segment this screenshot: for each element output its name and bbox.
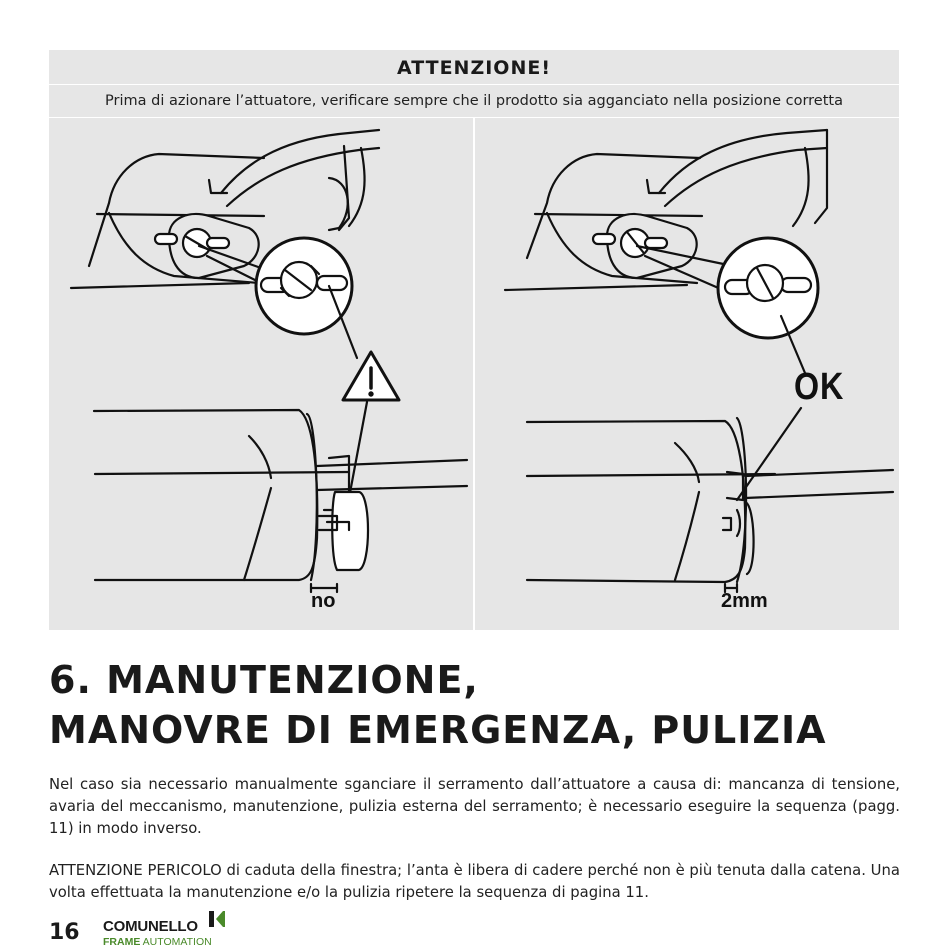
figure-incorrect (49, 118, 473, 630)
page-number: 16 (49, 920, 80, 945)
figure-correct (475, 118, 899, 630)
warning-subtitle: Prima di azionare l’attuatore, verificare sempre che il prodotto sia agganciato nella posizione corretta (49, 85, 899, 118)
paragraph-danger-warning: ATTENZIONE PERICOLO di caduta della finestra; l’anta è libera di cadere perché non è più tenuta dalla catena. Una volta effettuata la manutenzione e/o la pulizia ripetere la sequenza di pagina 11. (49, 862, 900, 901)
brand-mark-icon (209, 911, 225, 927)
label-gap-2mm: 2mm (721, 590, 768, 612)
label-ok: OK (794, 366, 845, 408)
section-title-line1: 6. MANUTENZIONE, (49, 658, 479, 702)
brand-subtitle (103, 936, 212, 948)
brand-subtitle-rest: AUTOMATION (140, 936, 212, 948)
warning-title: ATTENZIONE! (49, 50, 899, 85)
section-title (49, 655, 929, 755)
brand-name: COMUNELLO (103, 918, 198, 935)
brand-subtitle-bold: FRAME (103, 936, 141, 948)
label-no: no (311, 590, 336, 612)
section-title-line2: MANOVRE DI EMERGENZA, PULIZIA (49, 708, 827, 752)
paragraph-manual-release: Nel caso sia necessario manualmente sganciare il serramento dall’attuatore a causa di: mancanza di tensione, avaria del meccanismo, manutenzione, pulizia esterna del serramento; è necessario eseguire la sequenza (pagg. 11) in modo inverso. (49, 776, 900, 837)
brand-logo (103, 911, 228, 949)
warning-box (49, 50, 899, 630)
incorrect-illustration (49, 118, 473, 630)
